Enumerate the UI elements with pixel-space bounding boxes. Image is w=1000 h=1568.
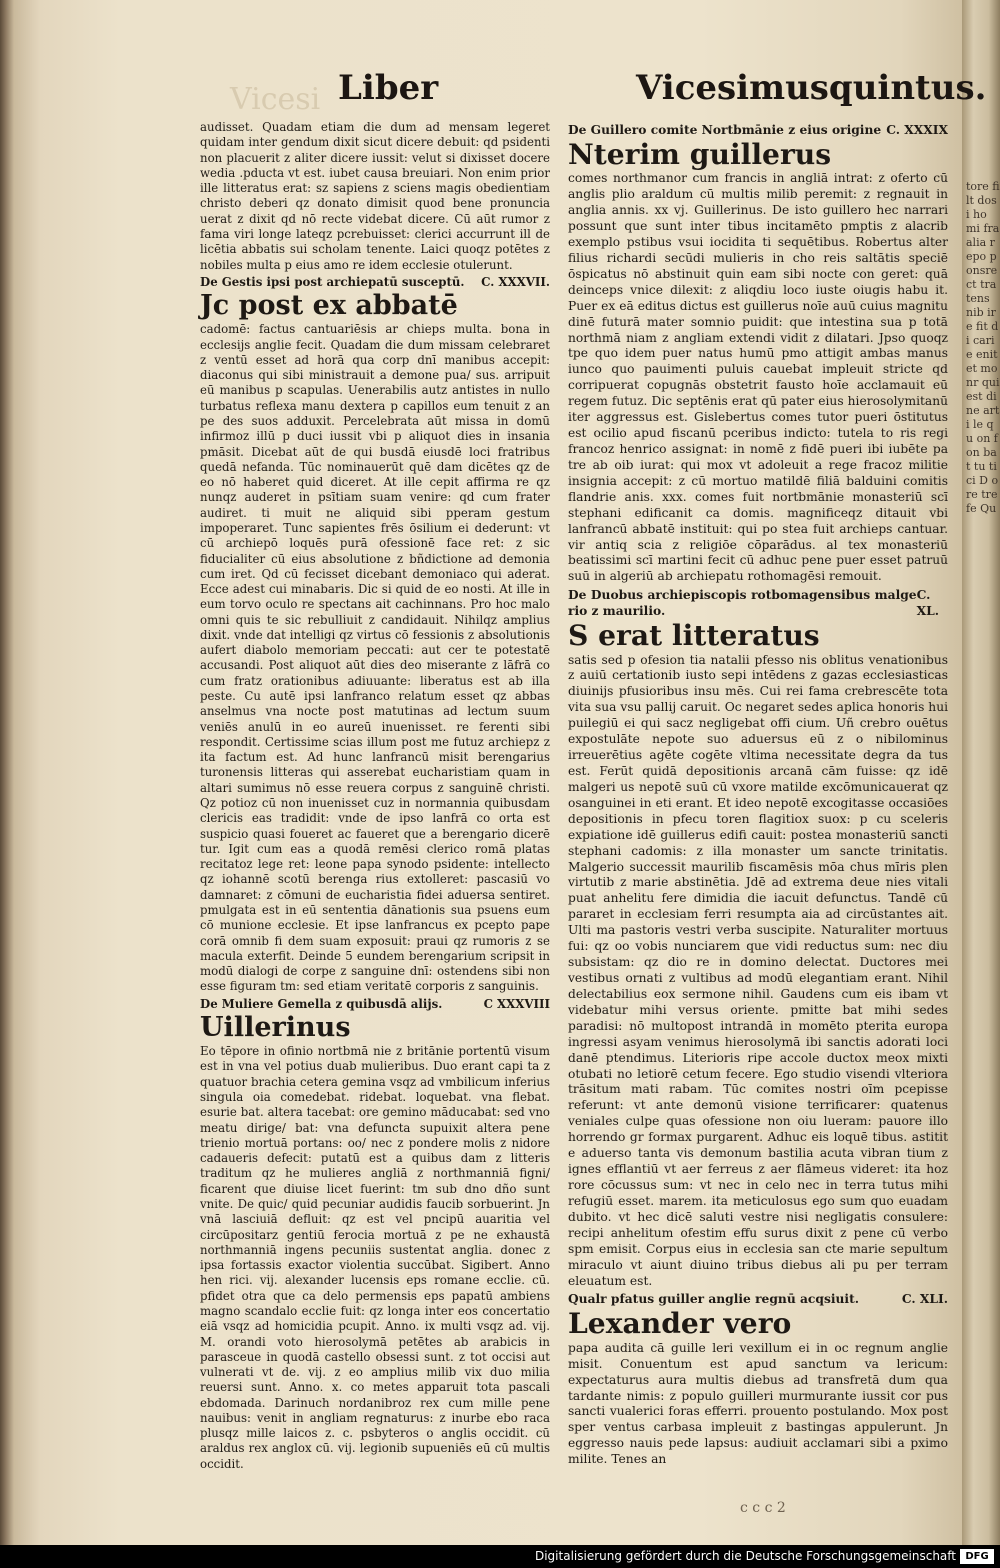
chapter-rubric [568, 1291, 948, 1307]
incipit: Uillerinus [200, 1011, 351, 1043]
paragraph: cadomē: factus cantuariēsis ar chieps multa. bona in ecclesijs anglie fecit. Quadam die dum missam celebraret z ventū esset ad horā qua corp dnī manibus accepit: diaconus qui sibi ministrauit a demone pua/ sus. arripuit eū manibus p scapulas. Uenerabilis autz antistes in nullo turbatus reflexa manu dextera p capillos eum tenuit z an pe des suos adduxit. Percelebrata aūt missa in domū infirmoz illū p duci iussit vbi p aliquot dies in insania pmāsit. Dicebat aūt de qui busdā eiusdē loci fratribus quedā nefanda. Tūc nominauerūt quē dam dicētes qz de eo nō haberet quid diceret. At ille cepit affirma re qz nunqz auderet in psītiam suam venire: qd cum frater audiret. ti muit ne aliquid sibi pperam gestum impoperaret. Tunc sapientes frēs ōsilium ei dederunt: vt cū archiepō loquēs purā ofessionē face ret: z sic fiducialiter cū eius absolutione z bñdictione ad demonia cum iret. Qd cū fecisset dicebant demoniaco qui aderat. Ecce adest cui minabaris. Dic si quid de eo nosti. At ille in eum torvo oculo re spectans ait cachinnans. Pro hoc malo omni quis te sic rebulliuit z candidauit. Nihilqz amplius dixit. vnde dat intelligi qz virtus cō fessionis z absolutionis aufert diabolo memoriam peccati: aut cer te potestatē accusandi. Post aliquot aūt dies deo miserante z lāfrā co cum fratz orationibus adiuuante: liberatus est ab illa peste. Cu autē ipsi lanfranco relatum esset qz abbas anselmus vna nocte post matutinas ad lectum suum veniēs anulū in eo aureū inuenisset. re ferenti sibi respondit. Certissime scias illum post me futuz archiepz z ita factum est. Ad hunc lanfrancū misit berengarius turonensis litteras qui asserebat eucharistiam quam in altari sumimus nō esse reuera corpus z sanguinē christi. Qz potioz cū non inuenisset cuz in normannia quibusdam clericis eas tradidit: vnde de ipso lanfrā co orta est suspicio quasi foueret ac faueret que a berengario dicerē tur. Igit cum eas a quodā remēsi clerico romā platas recitatoz lege ret: leone papa synodo psidente: intellecto qz iohannē scotū berenga rius extolleret: pascasiū vo damnaret: z cōmuni de eucharistia fidei aduersa sentiret. pmulgata est in eū sententia dānationis sua psuens eum cō munione ecclesie. Et ipse lanfrancus ex pcepto pape corā omnib fi dem suam exposuit: praui qz rumoris z se macula exterfit. Deinde 5 eundem berengarium scripsit in modū dialogi de corpe z sanguine dnī: ostendens sibi non esse figuram tm: sed etiam veritatē corporis z sanguinis. [200, 322, 550, 994]
rubric-title: Qualr pfatus guiller anglie regnū acqsiuit. [568, 1291, 859, 1307]
chapter-rubric [200, 997, 550, 1012]
incipit: Lexander vero [568, 1307, 792, 1341]
rubric-title: De Duobus archiepiscopis rotbomagensibus malge rio z maurilio. [568, 587, 917, 619]
paragraph: comes northmanor cum francis in angliā intrat: z oferto cū anglis plio araldum cū multis milib peremit: z regnauit in anglia annis. xx vj. Guillerinus. De isto guillero hec narrari possunt que sunt inter tibus incitamēto pmptis z alacrib exemplo pstibus vsui iocidita ti sequētibus. Robertus alter filius richardi secūdi mulieris in cho reis saltātis speciē ōspicatus nō abstinuit quin eam sibi nocte con geret: quā deinceps vnice dilexit: z aliqdiu loco iuste oiugis habu it. Puer ex eā editus dictus est guillerus noīe auū cuius magnitu dinē futurā mater somnio puidit: que intestina sua p totā northmā niam z angliam extendi vidit z dilatari. Jpso quoqz tpe quo idem puer natus humū pmo attigit ambas manus iunco quo pauimenti puluis cauebat impleuit stricte qd corripuerat copugnās obstetrit fausto hoīe acclamauit eū regem futuz. Dic septēnis erat qū pater eius hierosolymitanū iter aggressus est. Gislebertus comes tutor pueri ōstitutus est ocilio apud fiscanū pceribus indicto: tutela to ris regi francoz henrico assignat: in nomē z fidē pueri ibi iubēte pa tre ab oib iurat: qui mox vt adoleuit a rege fracoz militie insignia accepit: z cū mortuo matildē filiā balduini comitis flandrie anis. xxx. comes fuit nortbmānie monasteriū scī stephani edificanit ca domis. magnificeqz ditauit vbi lanfrancū abbatē instituit: qui po stea fuit archieps cantuar. vir antiq scia z religiōe cōparādus. al tex monasteriū beatissimi scī martini fecit cū adhuc pene puer esset patruū suū in algeriū ab archiepatu rothomagēsi remouit. [568, 171, 948, 584]
dfg-logo: DFG [960, 1549, 994, 1564]
left-column [200, 120, 550, 1472]
credit-text: Digitalisierung gefördert durch die Deutsche Forschungsgemeinschaft [534, 1549, 956, 1563]
rubric-title: De Gestis ipsi post archiepatū susceptū. [200, 274, 465, 289]
incipit: Nterim guillerus [568, 137, 832, 171]
incipit: Jc post ex abbatē [200, 290, 458, 322]
rubric-number: C. XL. [916, 587, 939, 619]
rubric-number: C XXXVIII [483, 996, 550, 1011]
facing-page-fragment: tore filt dosi ho mi fra alia repo ponsrect tratens nib ire fit di carie enit et monr qui est dine arti le qu on fon bat tu ti ci D ore trefe Qu [966, 180, 1000, 515]
paragraph: audisset. Quadam etiam die dum ad mensam legeret quidam inter gendum dixit sicut dicere debuit: qd psidenti non placuerit z aliter dicere iussit: velut si dixisset docere wedia .pducta vt est. iubet causa breuiari. Non enim prior ille litteratus erat: sz sapiens z sciens magis obedientiam christo deberi qz donato dimisit quod bene pronuncia uerat z dixit qd nō recte videbat dicere. Cū aūt rumor z fama viri longe lateqz pcrebuisset: clerici accurrunt ill de licētia abbatis sui scholam tenente. Laici quoqz potētes z nobiles multa p eius amo re idem ecclesie otulerunt. [200, 120, 550, 272]
paragraph: papa audita cā guille leri vexillum ei in oc regnum anglie misit. Conuentum est apud sanctum va lericum: expectaturus aura multis diebus ad transfretā dum qua tardante nimis: z populo guilleri murmurante iussit cor pus sancti vualerici foras efferri. prouento postulando. Mox post sper ventus carbasa impleuit z bastingas appulerunt. Jn eggresso nauis pede lapsus: audiuit acclamari sibi a pximo milite. Tenes an [568, 1340, 948, 1467]
chapter-rubric [200, 275, 550, 290]
right-column [568, 120, 948, 1468]
rubric-number: C. XXXIX [886, 122, 948, 137]
rubric-number: C. XLI. [901, 1291, 948, 1307]
chapter-rubric [568, 122, 948, 138]
bleed-through: Vicesi [230, 82, 321, 117]
chapter-rubric [568, 587, 948, 619]
credit-bar [0, 1545, 1000, 1568]
paragraph: Eo tēpore in ofinio nortbmā nie z britānie portentū visum est in vna vel potius duab mulieribus. Duo erant capi ta z quatuor brachia cetera gemina vsqz ad vmbilicum inferius singula oia comedebat. ridebat. loquebat. vna flebat. esurie bat. altera tacebat: ore gemino māducabat: sed vno meatu dirige/ bat: vna defuncta supuixit altera pene trienio mortuā portans: oo/ nec z pondere molis z nidore cadaueris defecit: putatū est a quibus dam z litteris traditum qz he mulieres angliā z northmanniā figni/ ficarent que diuise licet fuerint: tm sub dno dño sunt vnite. De quic/ quid pecuniar audidis faucib sorbuerint. Jn vnā lasciuiā defluit: qz est vel pncipū auaritia vel circūpositarz gentiū ferocia mortuā z pe ne exhaustā northmanniā ingens pecuniis sustentat anglia. donec z ipsa fortassis exactor violentia succūbat. Sigibert. Anno hen rici. vij. alexander lucensis eps romane ecclie. cū. pfidet otra que ca delo permensis eps papatū ambiens magno scandalo ecclie fuit: qz longa inter eos concertatio eiā vsqz ad homicidia pcupit. Anno. ix multi vsqz ad. vij. M. orandi voto hierosolymā petētes ab arabicis in parasceue in quodā castello obsessi sunt. z tot occisi aut vulnerati vt de. vij. z eo amplius milib vix duo milia reuersi sunt. Anno. x. co metes apparuit tota pascali ebdomada. Darinuch nordanibroz rex cum mille pene nauibus: venit in angliam regnaturus: z inurbe ebo raca plusqz mille laicos z. c. psbyteros o anglis occidit. cū araldus rex anglox cū. vij. legionib supueniēs eū cū multis occidit. [200, 1044, 550, 1471]
rubric-title: De Guillero comite Nortbmānie z eius origine [568, 122, 882, 137]
rubric-title: De Muliere Gemella z quibusdā alijs. [200, 996, 443, 1011]
catchword: c c c 2 [740, 1500, 786, 1516]
incipit: S erat litteratus [568, 619, 820, 653]
running-header-right: Vicesimusquintus. [636, 68, 987, 108]
paragraph: satis sed p ofesion tia natalii pfesso nis oblitus venationibus z auiū certationib iusto sepi intēdens z gazas ecclesiasticas diuinijs pfusioribus insu mēs. Cui rei fama crebrescēte tota vita sua vsu pallij caruit. Oc negaret sedes aplica honoris hui puilegiū ei qui sacz negligebat offi cium. Uñ crebro ouētus expostulāte nepote suo aduersus eū z o nibilominus irreuerētius agēte cogēte vltima necessitate degra da tus est. Ferūt quidā depositionis arcanā cām fuisse: qz idē malgeri us nepotē suū cū vxore matilde excōmunicauerat qz osanguinei in eti erant. Et ideo nepotē excogitasse occasiōes depositionis in pfecu toren flagitiox suox: p cu sceleris expiatione idē guillerus edifi cauit: postea monasteriū sancti stephani cadomis: z illa monaster um sancte trinitatis. Malgerio successit maurilib fiscamēsis mōa chus mīris plen virtutib z marie abstinētia. Jdē ad extrema deue nies vitali puat anhelitu fere dimidia die iacuit defunctus. Tandē cū pararet in ecclesiam ferri resumpta aia ad circūstantes ait. Ulti ma pastoris vestri verba suscipite. Naturaliter mortuus fui: qz oo vobis nunciarem que vidi reductus sum: nec diu subsistam: qz dio re in domino delectat. Ductores mei vestibus ornati z vultibus ad modū elegantiam erant. Nihil delectabilius eox sermone nihil. Gaudens cum eis ibam vt videbatur mihi versus oriente. pmitte bat mihi sedes paradisi: nō multopost intrandā in momēto pterita europa ingressi asyam venimus hierosolymā ibi sanctis adorati loci danē ptendimus. Literioris ripe accole ductox meox mixti otubati no letiorē cetum fecere. Ego studio visendi vlteriora trāsitum mati rabam. Tūc comites nostri oīm pcepisse referunt: vt ante demonū visione terrificarer: quatenus veniales culpe quas ofessione non oiu lueram: pauore illo horrendo gr formax purgarent. Adhuc eis loquē tibus. astitit e aduerso tanta vis demonum bastilia acuta vibran tium z ignes efflantiū vt aer ferreus z aer flāmeus videret: ita hoz rore cōcussus sum: vt nec in celo nec in terra tutus mihi refugiū esset. marem. ita meticulosus ego sum quo euadam dubito. vt hec dicē saluti vestre nisi negligatis consulere: recipi anhelitum ofestim effu surus dixit z pene cū verbo spm emisit. Corpus eius in ecclesia san cte marie sepultum miraculo vt aiunt diuino tribus diebus ali pu per terram eleuatum est. [568, 652, 948, 1288]
running-header-left: Liber [338, 68, 439, 108]
rubric-number: C. XXXVII. [481, 274, 550, 289]
